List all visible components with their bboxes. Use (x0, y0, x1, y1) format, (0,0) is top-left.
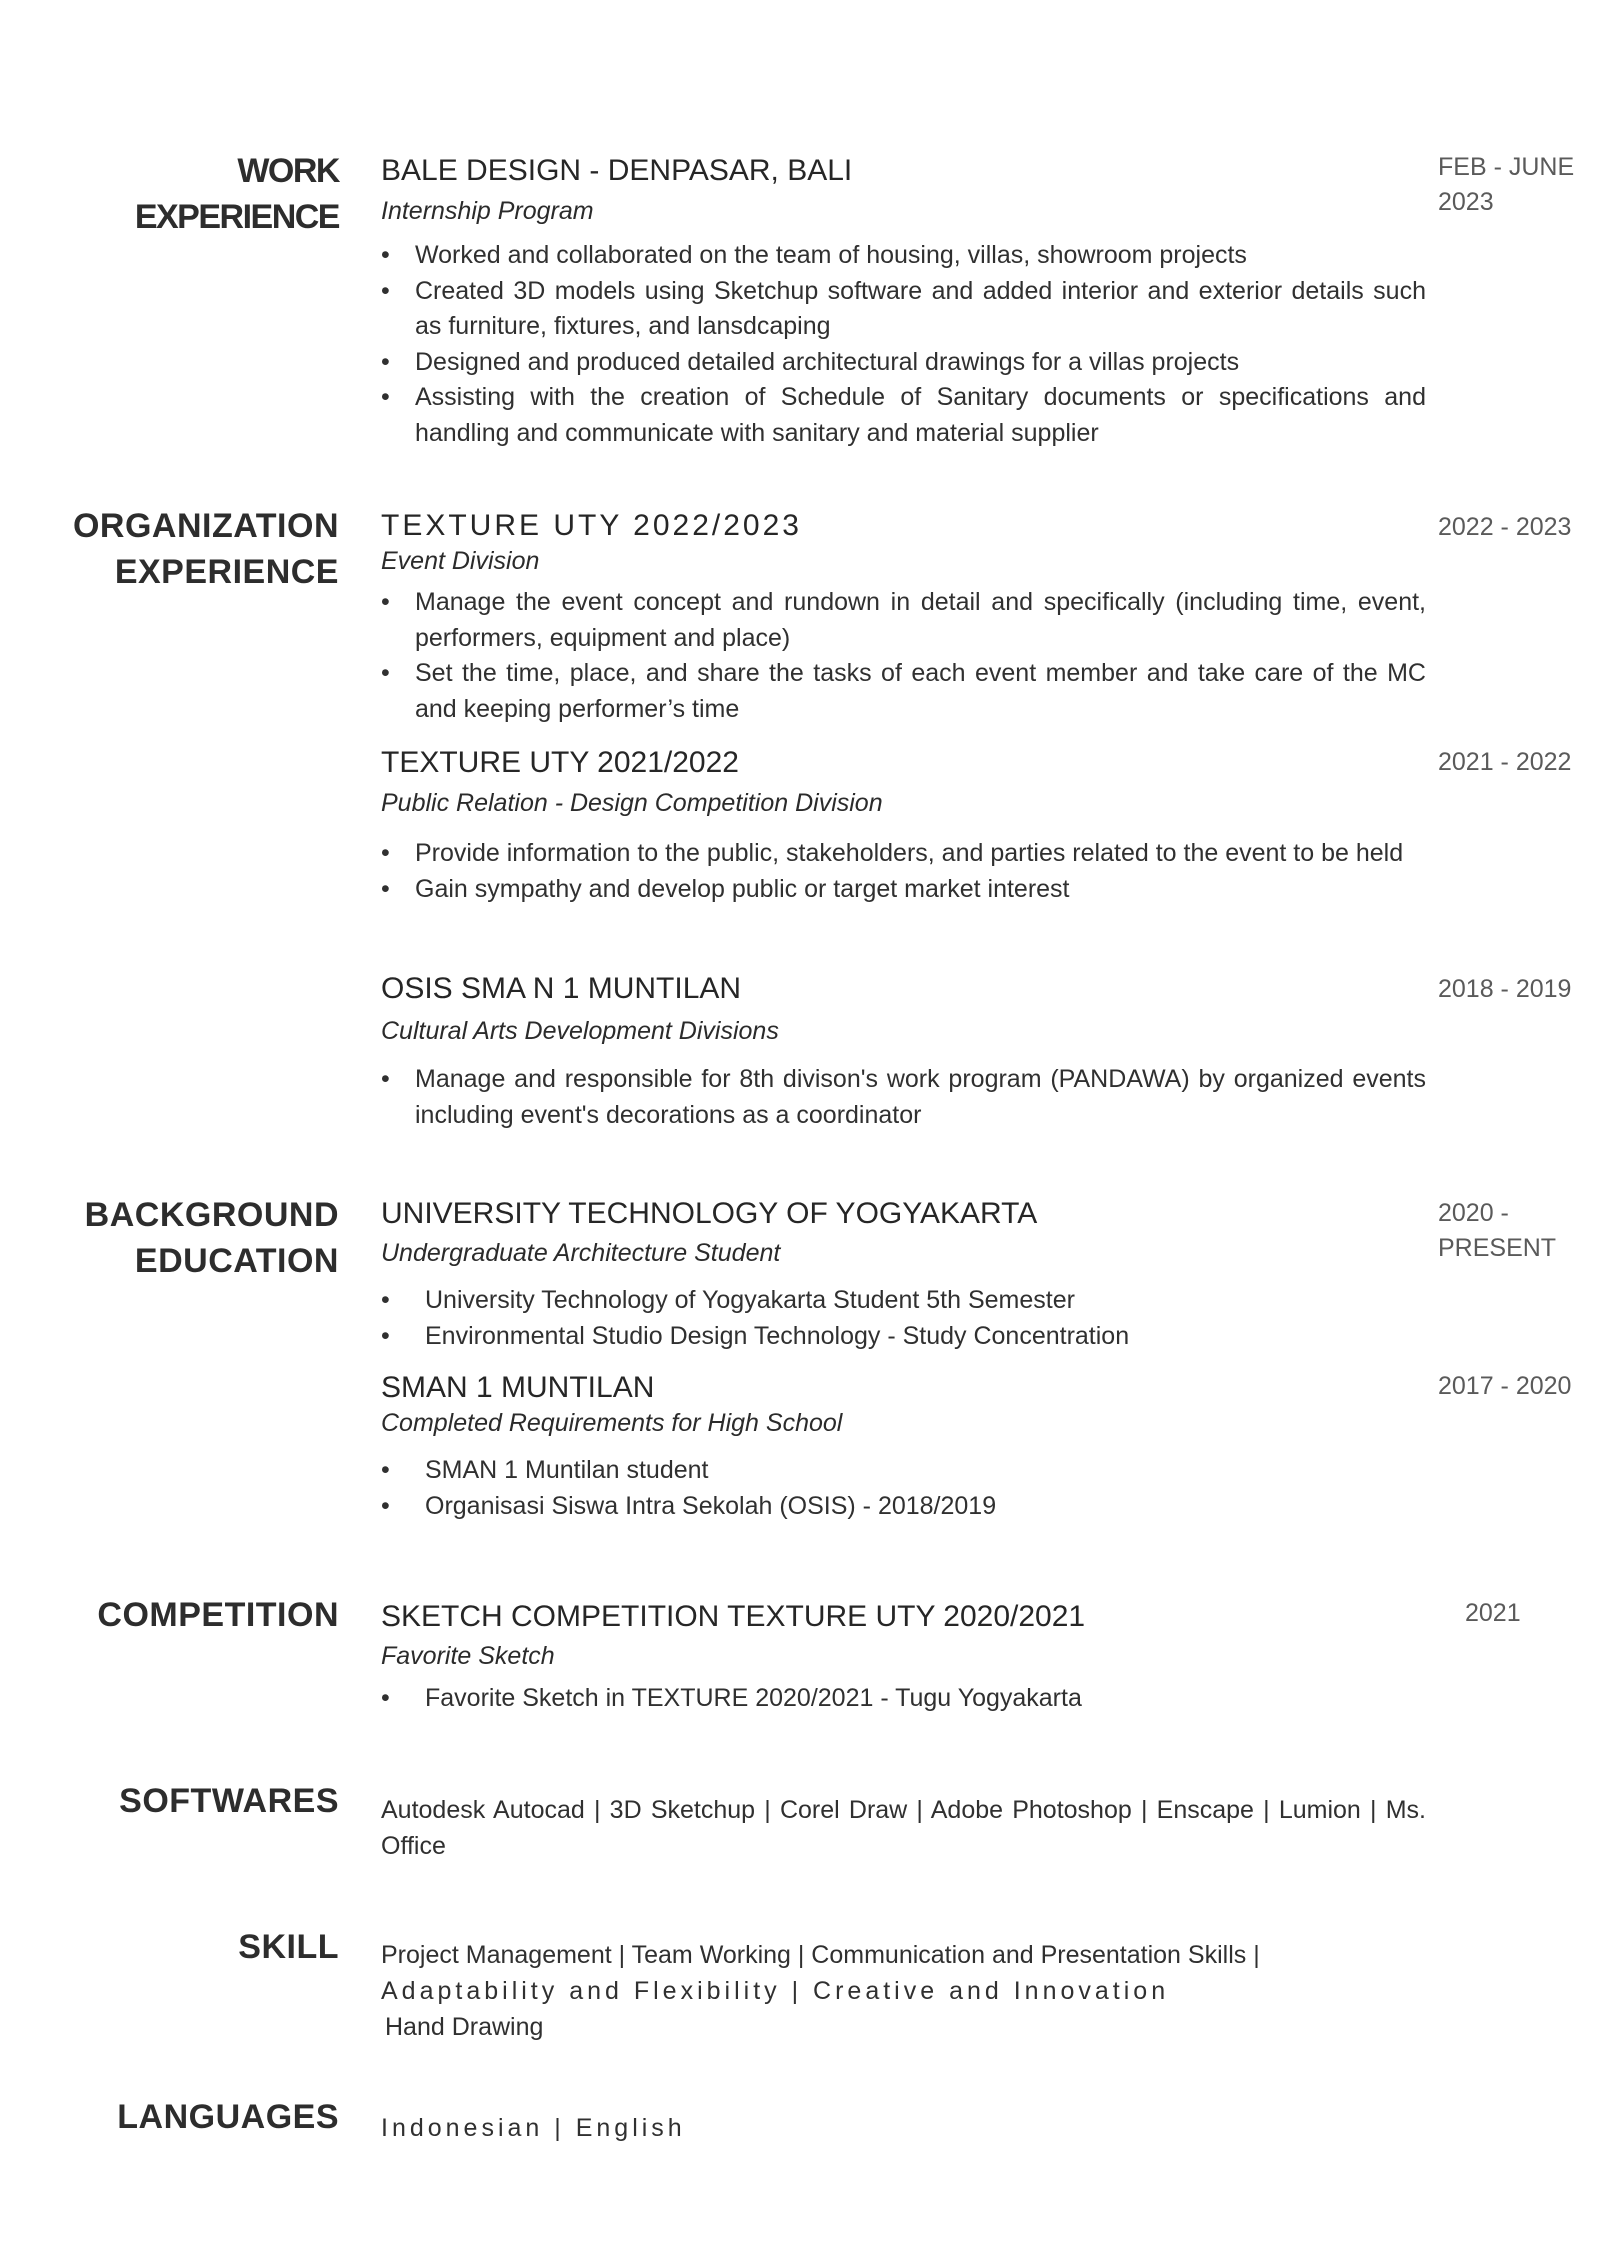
entry-date-uty (1438, 1196, 1556, 1266)
uty-bullets (381, 1283, 1426, 1354)
date-line: 2023 (1438, 188, 1494, 216)
heading-line: WORK (237, 152, 339, 190)
competition-heading: COMPETITION (97, 1596, 339, 1634)
skill-text-line-2: Adaptability and Flexibility | Creative and Innovation (381, 1977, 1170, 2005)
list-item: • Organisasi Siswa Intra Sekolah (OSIS) - 2018/2019 (381, 1489, 1426, 1525)
skill-text-line-3: Hand Drawing (385, 2013, 544, 2041)
heading-line: EXPERIENCE (114, 553, 339, 591)
entry-subtitle-sketch-competition: Favorite Sketch (381, 1642, 555, 1670)
entry-date-sketch-competition: 2021 (1465, 1599, 1521, 1627)
work-experience-heading (135, 148, 339, 240)
list-item: • Worked and collaborated on the team of housing, villas, showroom projects (381, 238, 1426, 274)
date-line: 2020 - (1438, 1199, 1509, 1227)
list-item: • Manage the event concept and rundown in detail and specifically (including time, event, performers, equipment and place) (381, 585, 1426, 656)
entry-subtitle-bale-design: Internship Program (381, 197, 594, 225)
heading-line: EXPERIENCE (134, 198, 339, 236)
sman-bullets (381, 1453, 1426, 1524)
entry-subtitle-uty: Undergraduate Architecture Student (381, 1239, 781, 1267)
list-item: • Designed and produced detailed architectural drawings for a villas projects (381, 345, 1426, 381)
list-item: • Assisting with the creation of Schedule of Sanitary documents or specifications and handling and communicate with sanitary and material supplier (381, 380, 1426, 451)
softwares-heading: SOFTWARES (119, 1782, 339, 1820)
list-item: • SMAN 1 Muntilan student (381, 1453, 1426, 1489)
list-item: • Provide information to the public, stakeholders, and parties related to the event to be held (381, 836, 1426, 872)
entry-date-osis: 2018 - 2019 (1438, 975, 1572, 1003)
list-item: • University Technology of Yogyakarta Student 5th Semester (381, 1283, 1426, 1319)
entry-subtitle-sman: Completed Requirements for High School (381, 1409, 843, 1437)
texture-2021-bullets (381, 836, 1426, 907)
entry-title-texture-2022: TEXTURE UTY 2022/2023 (381, 509, 802, 542)
list-item: • Gain sympathy and develop public or target market interest (381, 872, 1426, 908)
texture-2022-bullets (381, 585, 1426, 727)
organization-experience-heading (73, 503, 339, 595)
entry-title-sketch-competition: SKETCH COMPETITION TEXTURE UTY 2020/2021 (381, 1600, 1086, 1633)
sketch-competition-bullets (381, 1681, 1426, 1717)
entry-title-texture-2021: TEXTURE UTY 2021/2022 (381, 746, 739, 779)
list-item: • Set the time, place, and share the tasks of each event member and take care of the MC and keeping performer’s time (381, 656, 1426, 727)
languages-text: Indonesian | English (381, 2114, 686, 2142)
entry-title-uty: UNIVERSITY TECHNOLOGY OF YOGYAKARTA (381, 1197, 1038, 1230)
entry-title-osis: OSIS SMA N 1 MUNTILAN (381, 972, 742, 1005)
entry-date-sman: 2017 - 2020 (1438, 1372, 1572, 1400)
entry-subtitle-texture-2021: Public Relation - Design Competition Division (381, 789, 883, 817)
softwares-text: Autodesk Autocad | 3D Sketchup | Corel Draw | Adobe Photoshop | Enscape | Lumion | Ms. Office (381, 1796, 1426, 1860)
heading-line: EDUCATION (134, 1242, 339, 1280)
entry-date-texture-2021: 2021 - 2022 (1438, 748, 1572, 776)
date-line: PRESENT (1438, 1234, 1557, 1262)
entry-date-bale-design (1438, 150, 1574, 220)
list-item: • Manage and responsible for 8th divison's work program (PANDAWA) by organized events including event's decorations as a coordinator (381, 1062, 1426, 1133)
date-line: FEB - JUNE (1438, 153, 1575, 181)
list-item: • Environmental Studio Design Technology - Study Concentration (381, 1319, 1426, 1355)
entry-title-bale-design: BALE DESIGN - DENPASAR, BALI (381, 154, 853, 187)
list-item: • Favorite Sketch in TEXTURE 2020/2021 - Tugu Yogyakarta (381, 1681, 1426, 1717)
entry-title-sman: SMAN 1 MUNTILAN (381, 1371, 655, 1404)
osis-bullets (381, 1062, 1426, 1133)
skill-text-line-1: Project Management | Team Working | Communication and Presentation Skills | (381, 1941, 1260, 1969)
entry-date-texture-2022: 2022 - 2023 (1438, 513, 1572, 541)
bale-design-bullets (381, 238, 1426, 451)
list-item: • Created 3D models using Sketchup software and added interior and exterior details such as furniture, fixtures, and lansdcaping (381, 274, 1426, 345)
background-education-heading (85, 1192, 339, 1284)
heading-line: BACKGROUND (84, 1196, 339, 1234)
skill-heading: SKILL (238, 1928, 339, 1966)
languages-heading: LANGUAGES (117, 2098, 339, 2136)
entry-subtitle-texture-2022: Event Division (381, 547, 540, 575)
entry-subtitle-osis: Cultural Arts Development Divisions (381, 1017, 779, 1045)
heading-line: ORGANIZATION (72, 507, 339, 545)
